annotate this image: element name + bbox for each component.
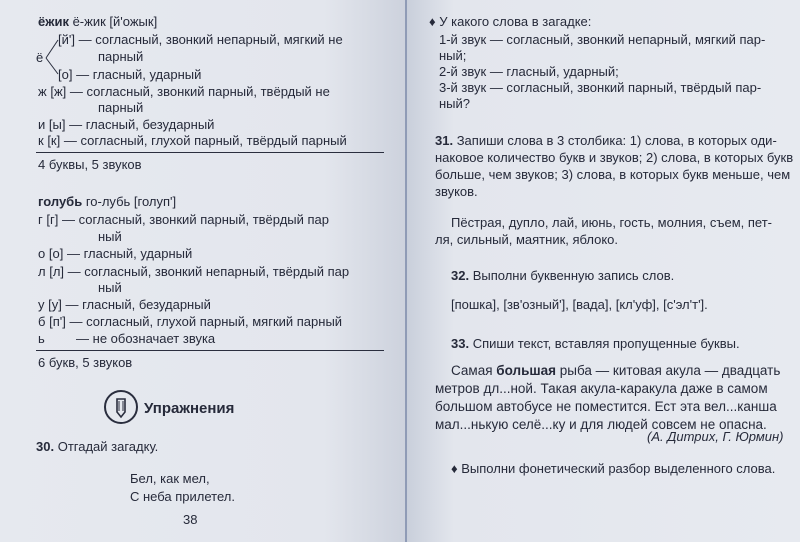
text-line-1 xyxy=(451,362,780,379)
letter: ж xyxy=(38,84,47,99)
desc-cont: парный xyxy=(98,49,144,64)
w2-row-5 xyxy=(38,314,342,330)
riddle-line-1: Бел, как мел, xyxy=(130,471,210,486)
w2-row-3 xyxy=(38,264,349,280)
pencil-icon xyxy=(104,390,138,424)
desc: — гласный, ударный xyxy=(76,67,202,82)
desc-cont: ный xyxy=(98,229,122,244)
ex32-words: [пошка], [зв'озный'], [вада], [кл'уф], [с'эл'т']. xyxy=(451,297,708,312)
w1-row-5 xyxy=(38,133,347,149)
ex33 xyxy=(451,336,740,352)
riddle-line-2: С неба прилетел. xyxy=(130,489,235,504)
ex31-line-4: звуков. xyxy=(435,184,478,199)
word2-syllables: го-лубь xyxy=(85,194,131,209)
w2-total: 6 букв, 5 звуков xyxy=(38,355,133,370)
ex31-words-2: ля, сильный, маятник, яблоко. xyxy=(435,232,619,247)
question-1: 1-й звук — согласный, звонкий непарный, мягкий пар- xyxy=(439,32,766,47)
task-note: ♦ Выполни фонетический разбор выделенного слова. xyxy=(451,461,776,476)
desc: — не обозначает звука xyxy=(76,331,216,346)
sound: [й'] xyxy=(58,32,75,47)
letter: ь xyxy=(38,331,45,346)
word1: ёжик xyxy=(38,14,69,29)
right-page xyxy=(407,0,800,542)
question-1b: ный; xyxy=(439,48,467,63)
highlighted-word: большая xyxy=(496,363,557,378)
sound: [ы] xyxy=(48,117,66,132)
desc: — согласный, звонкий парный, твёрдый пар xyxy=(61,212,330,227)
w2-row-6 xyxy=(38,331,215,347)
w2-row-4 xyxy=(38,297,211,313)
letter: у xyxy=(38,297,45,312)
ex31-line-2: наковое количество букв и звуков; 2) слова, в которых букв xyxy=(435,150,794,165)
w1-row-1b xyxy=(98,49,143,65)
divider xyxy=(36,350,384,351)
sound: [к] xyxy=(47,133,61,148)
desc: — гласный, безударный xyxy=(69,117,215,132)
word2-transcription: [голуп'] xyxy=(133,194,177,209)
w1-row-4 xyxy=(38,117,214,133)
w1-letter-yo xyxy=(36,50,43,66)
desc: — гласный, безударный xyxy=(65,297,211,312)
text-part: рыба — китовая акула — двадцать xyxy=(556,363,781,378)
desc: — согласный, звонкий непарный, мягкий не xyxy=(78,32,343,47)
w2-row-1b xyxy=(98,229,122,245)
sound: [п'] xyxy=(49,314,66,329)
letter: к xyxy=(38,133,44,148)
text-part: Самая xyxy=(451,363,497,378)
w2-row-2 xyxy=(38,246,192,262)
w2-row-3b xyxy=(98,280,122,296)
ex31-line-1 xyxy=(435,133,777,149)
w1-row-3 xyxy=(38,84,330,100)
desc: — согласный, глухой парный, твёрдый парный xyxy=(63,133,347,148)
question-heading: ♦ У какого слова в загадке: xyxy=(429,14,592,29)
desc-cont: парный xyxy=(98,100,144,115)
sound: [о] xyxy=(48,246,64,261)
ex32-text: Выполни буквенную запись слов. xyxy=(472,268,675,283)
letter: б xyxy=(38,314,46,329)
word1-transcription: [й'ожык] xyxy=(109,14,158,29)
desc-cont: ный xyxy=(98,280,122,295)
ex32-number: 32. xyxy=(451,268,470,283)
letter: л xyxy=(38,264,46,279)
w1-row-3b xyxy=(98,100,143,116)
sound: [г] xyxy=(46,212,59,227)
w1-total: 4 буквы, 5 звуков xyxy=(38,157,142,172)
ex31-line-3: больше, чем звуков; 3) слова, в которых букв меньше, чем xyxy=(435,167,791,182)
ex33-number: 33. xyxy=(451,336,470,351)
sound: [у] xyxy=(48,297,62,312)
ex33-text: Спиши текст, вставляя пропущенные буквы. xyxy=(472,336,740,351)
sound: [ж] xyxy=(50,84,67,99)
word1-heading xyxy=(38,14,157,30)
letter: и xyxy=(38,117,46,132)
question-2: 2-й звук — гласный, ударный; xyxy=(439,64,619,79)
word1-syllables: ё-жик xyxy=(72,14,106,29)
exercises-title: Упражнения xyxy=(144,400,235,417)
ex32 xyxy=(451,268,674,284)
w2-row-1 xyxy=(38,212,329,228)
w1-row-2 xyxy=(58,67,201,83)
author: (А. Дитрих, Г. Юрмин) xyxy=(647,429,784,444)
sound: [о] xyxy=(58,67,73,82)
question-3: 3-й звук — согласный, звонкий парный, твёрдый пар- xyxy=(439,80,762,95)
text-line-2: метров дл...ной. Такая акула-каракула даже в самом xyxy=(435,381,768,396)
letter: ё xyxy=(36,50,44,65)
question-3b: ный? xyxy=(439,96,471,111)
text-line-4: мал...нькую селё...ку и для людей совсем не опасна. xyxy=(435,417,767,432)
desc: — согласный, глухой парный, мягкий парный xyxy=(69,314,343,329)
word2: голубь xyxy=(38,194,83,209)
word2-heading xyxy=(38,194,176,210)
letter: о xyxy=(38,246,46,261)
sound: [л] xyxy=(49,264,65,279)
ex31-words-1: Пёстрая, дупло, лай, июнь, гость, молния, съем, пет- xyxy=(451,215,772,230)
ex30-text: Отгадай загадку. xyxy=(57,439,159,454)
desc: — гласный, ударный xyxy=(66,246,193,261)
ex31-number: 31. xyxy=(435,133,454,148)
divider xyxy=(36,152,384,153)
letter: г xyxy=(38,212,43,227)
ex31-text: Запиши слова в 3 столбика: 1) слова, в которых оди- xyxy=(456,133,777,148)
ex30-number: 30. xyxy=(36,439,55,454)
desc: — согласный, звонкий непарный, твёрдый пар xyxy=(67,264,350,279)
w1-row-1 xyxy=(58,32,343,48)
desc: — согласный, звонкий парный, твёрдый не xyxy=(69,84,330,99)
page-number: 38 xyxy=(183,512,198,527)
text-line-3: большом автобусе не поместится. Ест эта вел...канша xyxy=(435,399,777,414)
ex30 xyxy=(36,439,158,455)
